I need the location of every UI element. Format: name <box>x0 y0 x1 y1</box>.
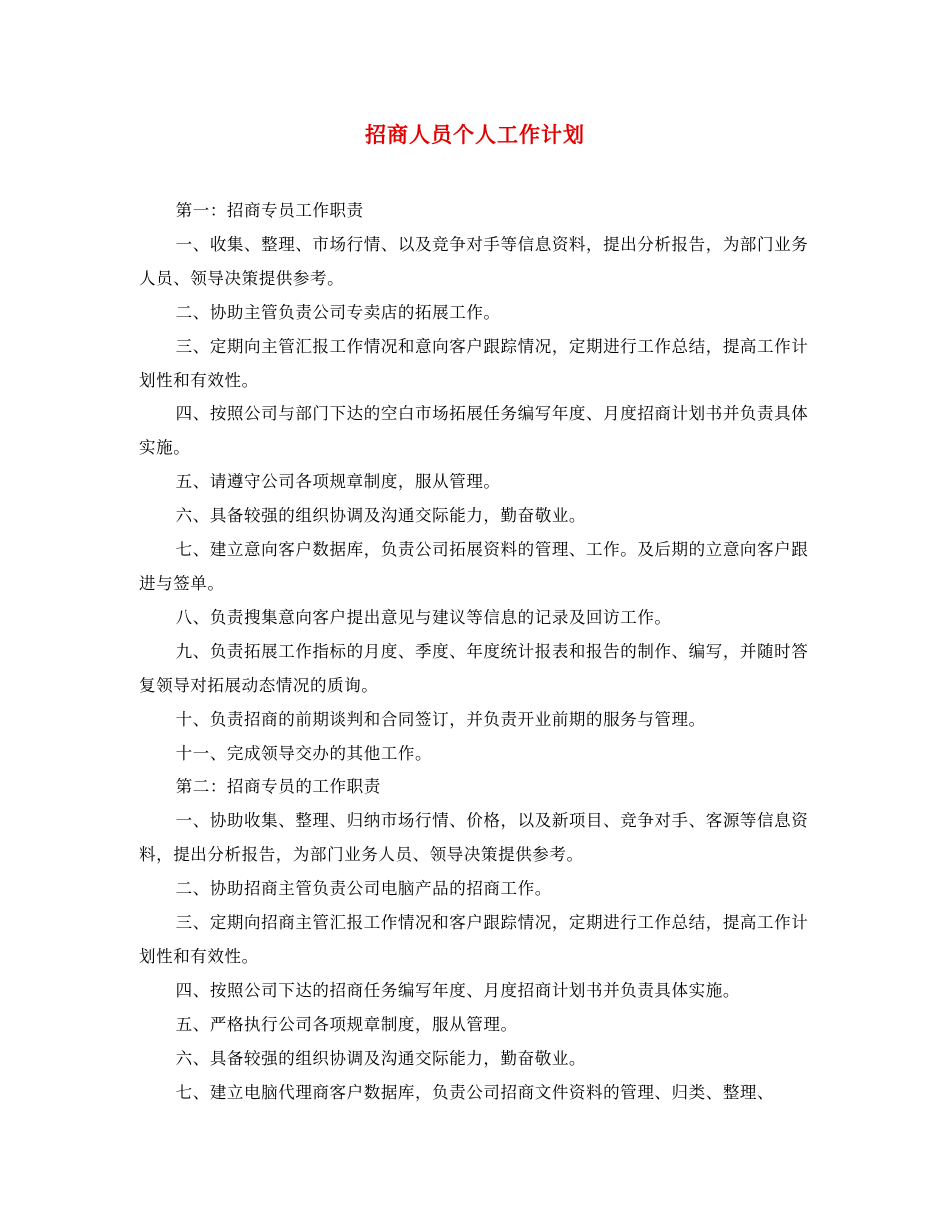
document-body <box>139 194 812 1109</box>
paragraph: 第二：招商专员的工作职责 <box>175 777 381 797</box>
paragraph: 六、具备较强的组织协调及沟通交际能力，勤奋敬业。 <box>175 1048 587 1068</box>
paragraph: 一、协助收集、整理、归纳市场行情、价格，以及新项目、竞争对手、客源等信息资料，提出分析报告，为部门业务人员、领导决策提供参考。 <box>139 811 809 865</box>
paragraph: 二、协助主管负责公司专卖店的拓展工作。 <box>175 302 501 322</box>
paragraph: 三、定期向主管汇报工作情况和意向客户跟踪情况，定期进行工作总结，提高工作计划性和有效性。 <box>139 336 809 390</box>
paragraph: 十一、完成领导交办的其他工作。 <box>175 743 433 763</box>
document-title: 招商人员个人工作计划 <box>365 122 585 147</box>
paragraph: 七、建立意向客户数据库，负责公司拓展资料的管理、工作。及后期的立意向客户跟进与签单。 <box>139 540 809 593</box>
paragraph: 第一：招商专员工作职责 <box>175 201 364 220</box>
paragraph: 二、协助招商主管负责公司电脑产品的招商工作。 <box>175 879 552 899</box>
paragraph: 一、收集、整理、市场行情、以及竞争对手等信息资料，提出分析报告，为部门业务人员、领导决策提供参考。 <box>139 234 809 288</box>
paragraph: 八、负责搜集意向客户提出意见与建议等信息的记录及回访工作。 <box>175 607 672 627</box>
paragraph: 四、按照公司下达的招商任务编写年度、月度招商计划书并负责具体实施。 <box>175 980 740 1000</box>
paragraph: 五、严格执行公司各项规章制度，服从管理。 <box>175 1014 518 1034</box>
paragraph: 四、按照公司与部门下达的空白市场拓展任务编写年度、月度招商计划书并负责具体实施。 <box>139 404 809 458</box>
paragraph: 六、具备较强的组织协调及沟通交际能力，勤奋敬业。 <box>175 506 587 526</box>
paragraph: 五、请遵守公司各项规章制度，服从管理。 <box>175 472 501 492</box>
paragraph: 九、负责拓展工作指标的月度、季度、年度统计报表和报告的制作、编写，并随时答复领导对拓展动态情况的质询。 <box>139 641 809 695</box>
paragraph: 七、建立电脑代理商客户数据库，负责公司招商文件资料的管理、归类、整理、 <box>175 1082 775 1102</box>
paragraph: 三、定期向招商主管汇报工作情况和客户跟踪情况，定期进行工作总结，提高工作计划性和有效性。 <box>139 913 809 966</box>
paragraph: 十、负责招商的前期谈判和合同签订，并负责开业前期的服务与管理。 <box>175 709 706 729</box>
